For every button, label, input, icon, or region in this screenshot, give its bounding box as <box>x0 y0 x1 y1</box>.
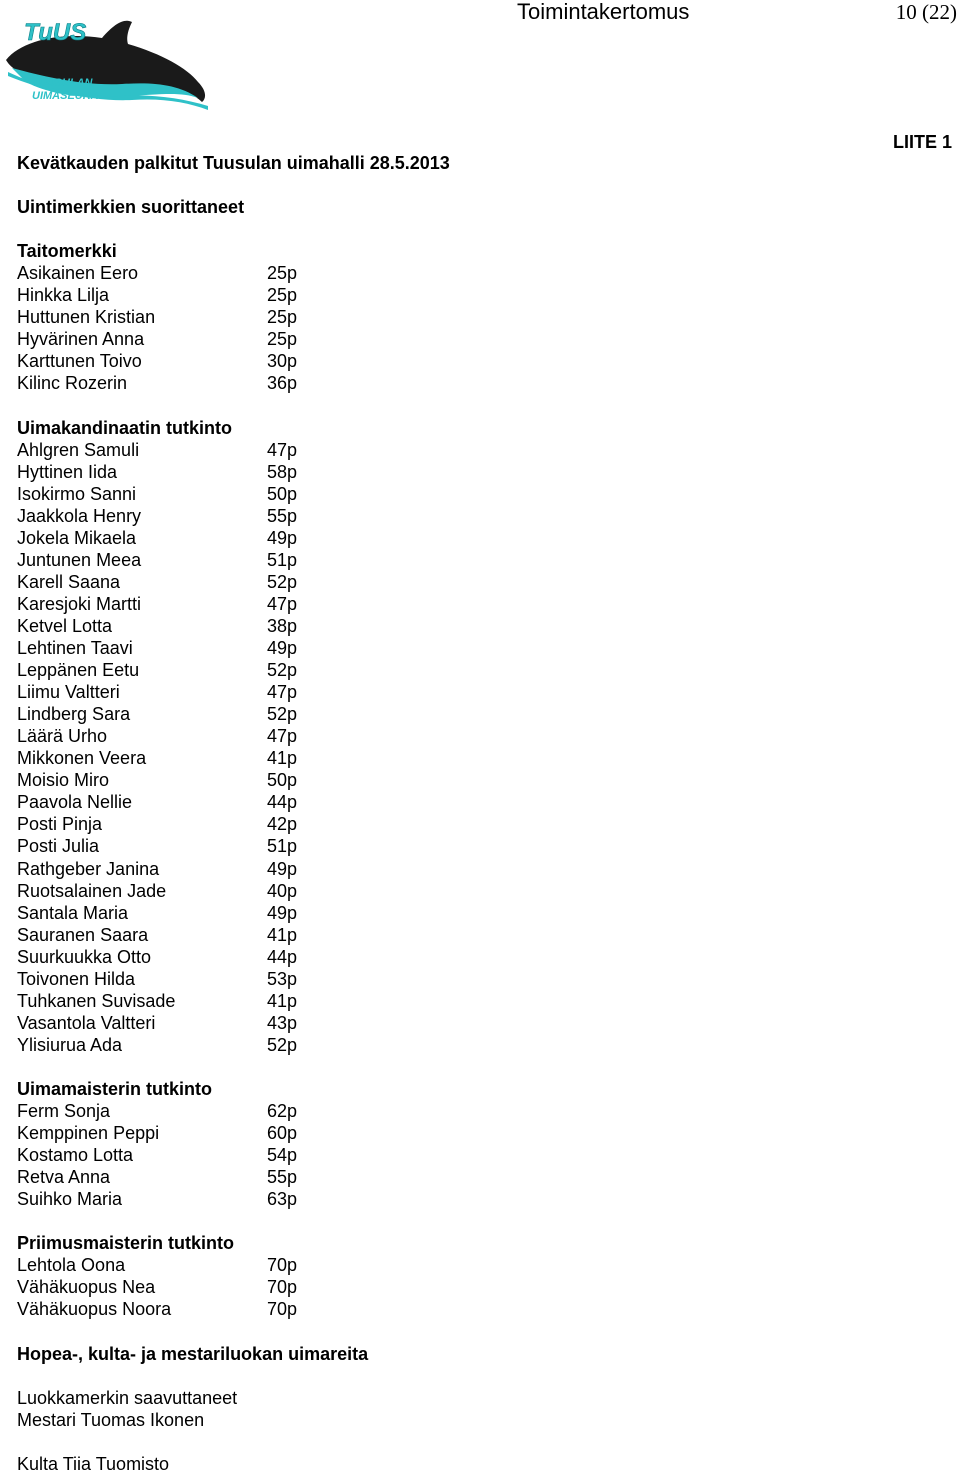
list-item <box>17 306 917 328</box>
swimmer-score: 25p <box>267 285 298 306</box>
list-item <box>17 747 917 769</box>
class-achiever: Kulta Tiia Tuomisto <box>17 1453 170 1474</box>
swimmer-name: Hyttinen Iida <box>17 461 118 482</box>
list-item <box>17 1188 917 1210</box>
swimmer-score: 25p <box>267 307 298 328</box>
swimmer-name: Ferm Sonja <box>17 1101 111 1122</box>
swimmer-score: 41p <box>267 748 298 769</box>
swimmer-score: 44p <box>267 792 298 813</box>
swimmer-name: Kostamo Lotta <box>17 1145 134 1166</box>
document-header-title: Toimintakertomus <box>517 0 690 24</box>
list-item <box>17 1276 917 1298</box>
list-item <box>17 946 917 968</box>
swimmer-score: 47p <box>267 439 298 460</box>
swimmer-name: Suurkuukka Otto <box>17 946 152 967</box>
list-item <box>17 328 917 350</box>
list-item <box>17 835 917 857</box>
swimmer-name: Tuhkanen Suvisade <box>17 990 176 1011</box>
list-item <box>17 1034 917 1056</box>
swimmer-score: 53p <box>267 968 298 989</box>
swimmer-name: Ketvel Lotta <box>17 615 113 636</box>
swimmer-score: 50p <box>267 770 298 791</box>
appendix-label: LIITE 1 <box>892 132 952 152</box>
swimmer-score: 55p <box>267 1167 298 1188</box>
logo-sub-text-2: UIMASEURA <box>32 90 99 102</box>
swimmer-score: 62p <box>267 1101 298 1122</box>
list-item <box>17 549 917 571</box>
swimmer-score: 41p <box>267 924 298 945</box>
logo-sub-text-1: TUUSULAN <box>32 77 93 89</box>
logo-main-text: TuUS <box>24 19 87 46</box>
swimmer-name: Leppänen Eetu <box>17 660 140 681</box>
swimmer-name: Karell Saana <box>17 571 121 592</box>
swimmer-score: 52p <box>267 1034 298 1055</box>
list-item <box>17 505 917 527</box>
list-item <box>17 372 917 394</box>
swimmer-name: Vähäkuopus Nea <box>17 1277 156 1298</box>
group-title: Uimakandinaatin tutkinto <box>17 417 233 438</box>
swimmer-score: 49p <box>267 902 298 923</box>
swimmer-name: Paavola Nellie <box>17 792 133 813</box>
list-item <box>17 1100 917 1122</box>
swimmer-name: Ruotsalainen Jade <box>17 880 167 901</box>
list-item <box>17 1012 917 1034</box>
list-item <box>17 615 917 637</box>
list-item <box>17 284 917 306</box>
swimmer-name: Moisio Miro <box>17 770 110 791</box>
list-item <box>17 659 917 681</box>
list-item <box>17 681 917 703</box>
list-item <box>17 880 917 902</box>
swimmer-name: Suihko Maria <box>17 1189 123 1210</box>
list-item <box>17 571 917 593</box>
swimmer-name: Läärä Urho <box>17 726 108 747</box>
swimmer-score: 55p <box>267 505 298 526</box>
swimmer-score: 47p <box>267 726 298 747</box>
group-title: Uimamaisterin tutkinto <box>17 1078 213 1099</box>
swimmer-score: 52p <box>267 704 298 725</box>
swimmer-score: 52p <box>267 660 298 681</box>
swimmer-score: 49p <box>267 858 298 879</box>
list-item <box>17 813 917 835</box>
swimmer-score: 52p <box>267 571 298 592</box>
list-item <box>17 902 917 924</box>
document-body <box>17 152 917 1475</box>
swimmer-score: 49p <box>267 527 298 548</box>
award-group-taitomerkki <box>17 240 917 394</box>
list-item <box>17 1166 917 1188</box>
swimmer-name: Liimu Valtteri <box>17 682 120 703</box>
swimmer-score: 51p <box>267 836 298 857</box>
swimmer-name: Isokirmo Sanni <box>17 483 137 504</box>
swimmer-score: 44p <box>267 946 298 967</box>
swimmer-name: Retva Anna <box>17 1167 111 1188</box>
swimmer-score: 40p <box>267 880 298 901</box>
list-item <box>17 350 917 372</box>
swimmer-score: 51p <box>267 549 298 570</box>
swimmer-name: Rathgeber Janina <box>17 858 160 879</box>
swimmer-name: Kilinc Rozerin <box>17 373 128 394</box>
swimmer-name: Sauranen Saara <box>17 924 149 945</box>
list-item <box>17 725 917 747</box>
swimmer-score: 58p <box>267 461 298 482</box>
swimmer-name: Santala Maria <box>17 902 129 923</box>
swimmer-name: Vasantola Valtteri <box>17 1012 156 1033</box>
swimmer-score: 49p <box>267 638 298 659</box>
swimmer-score: 50p <box>267 483 298 504</box>
list-item <box>17 1144 917 1166</box>
swimmer-score: 63p <box>267 1189 298 1210</box>
award-group-uimakandinaatti <box>17 417 917 1056</box>
group-title: Priimusmaisterin tutkinto <box>17 1233 235 1254</box>
page-number: 10 (22) <box>895 0 957 24</box>
tuus-logo <box>2 10 212 110</box>
swimmer-score: 41p <box>267 990 298 1011</box>
list-item <box>17 527 917 549</box>
swimmer-score: 47p <box>267 682 298 703</box>
swimmer-score: 38p <box>267 615 298 636</box>
swimmer-score: 25p <box>267 263 298 284</box>
list-item <box>17 1254 917 1276</box>
swimmer-name: Toivonen Hilda <box>17 968 136 989</box>
swimmer-name: Jokela Mikaela <box>17 527 137 548</box>
list-item <box>17 593 917 615</box>
swimmer-name: Hyvärinen Anna <box>17 329 145 350</box>
swimmer-score: 36p <box>267 373 298 394</box>
list-item <box>17 461 917 483</box>
list-item <box>17 968 917 990</box>
swimmer-name: Ahlgren Samuli <box>17 439 140 460</box>
class-achiever: Mestari Tuomas Ikonen <box>17 1409 205 1430</box>
swimmer-name: Lehtola Oona <box>17 1255 126 1276</box>
swimmer-name: Asikainen Eero <box>17 263 139 284</box>
swimmer-name: Hinkka Lilja <box>17 285 110 306</box>
list-item <box>17 858 917 880</box>
list-item <box>17 924 917 946</box>
list-item <box>17 1122 917 1144</box>
swimmer-name: Ylisiurua Ada <box>17 1034 123 1055</box>
swimmer-name: Kemppinen Peppi <box>17 1123 160 1144</box>
swimmer-score: 70p <box>267 1277 298 1298</box>
list-item <box>17 703 917 725</box>
subsection-label: Luokkamerkin saavuttaneet <box>17 1387 238 1408</box>
swimmer-score: 43p <box>267 1012 298 1033</box>
swimmer-score: 70p <box>267 1255 298 1276</box>
list-item <box>17 791 917 813</box>
swimmer-name: Posti Pinja <box>17 814 103 835</box>
swimmer-name: Lindberg Sara <box>17 704 131 725</box>
list-item <box>17 439 917 461</box>
swimmer-name: Karesjoki Martti <box>17 593 142 614</box>
swimmer-name: Karttunen Toivo <box>17 351 142 372</box>
swimmer-name: Mikkonen Veera <box>17 748 147 769</box>
swimmer-score: 42p <box>267 814 298 835</box>
swimmer-name: Posti Julia <box>17 836 100 857</box>
swimmer-score: 47p <box>267 593 298 614</box>
swimmer-score: 54p <box>267 1145 298 1166</box>
swimmer-name: Juntunen Meea <box>17 549 142 570</box>
group-title: Taitomerkki <box>17 241 117 262</box>
list-item <box>17 637 917 659</box>
list-item <box>17 990 917 1012</box>
swimmer-score: 25p <box>267 329 298 350</box>
section-heading: Uintimerkkien suorittaneet <box>17 197 245 218</box>
swimmer-name: Vähäkuopus Noora <box>17 1299 172 1320</box>
list-item <box>17 262 917 284</box>
award-group-uimamaisteri <box>17 1078 917 1210</box>
swimmer-score: 60p <box>267 1123 298 1144</box>
list-item <box>17 483 917 505</box>
section-heading: Hopea-, kulta- ja mestariluokan uimareita <box>17 1343 369 1364</box>
swimmer-name: Jaakkola Henry <box>17 505 142 526</box>
swimmer-name: Lehtinen Taavi <box>17 638 133 659</box>
swimmer-name: Huttunen Kristian <box>17 307 156 328</box>
swimmer-score: 70p <box>267 1299 298 1320</box>
swimmer-score: 30p <box>267 351 298 372</box>
list-item <box>17 1298 917 1320</box>
document-title: Kevätkauden palkitut Tuusulan uimahalli 28.5.2013 <box>17 153 450 173</box>
list-item <box>17 769 917 791</box>
award-group-priimusmaisteri <box>17 1232 917 1320</box>
